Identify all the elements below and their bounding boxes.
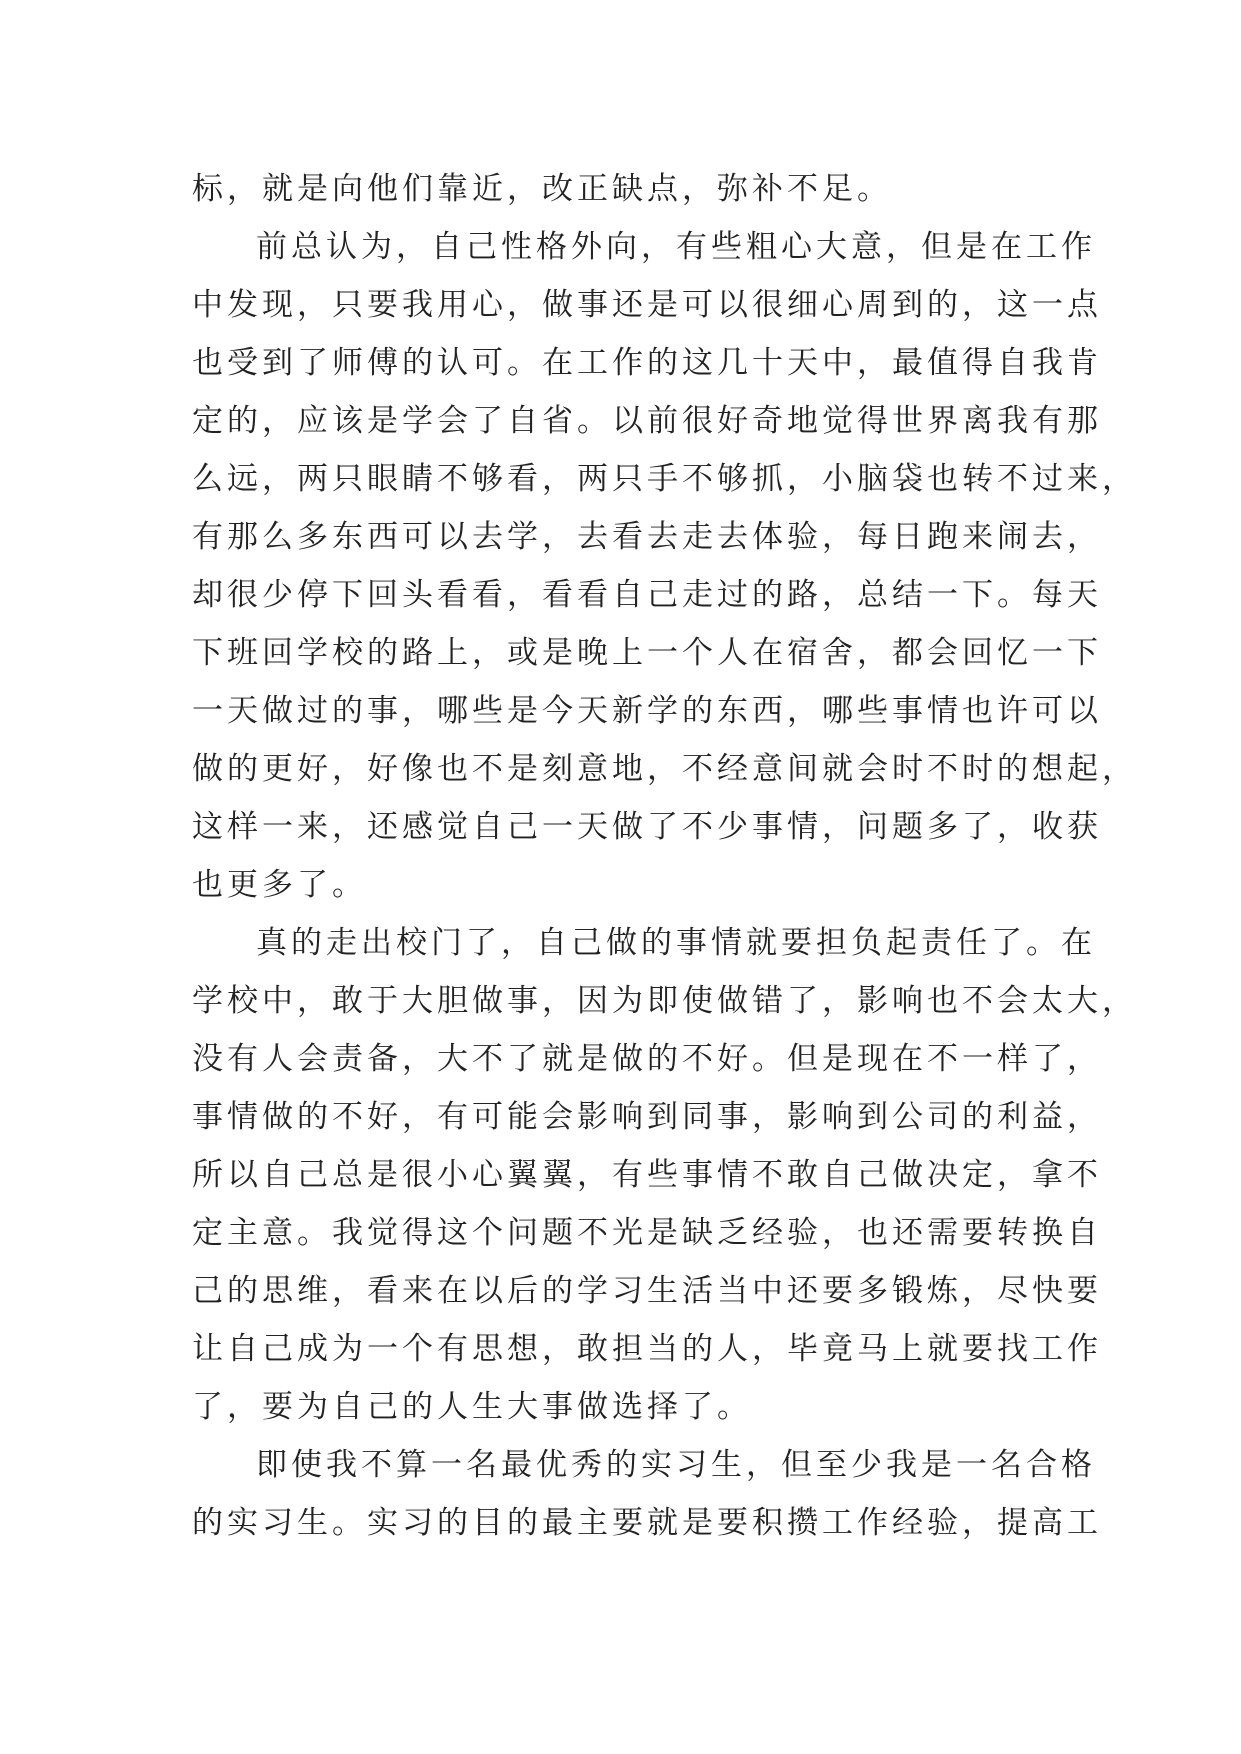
text-line: 一天做过的事，哪些是今天新学的东西，哪些事情也许可以 (192, 693, 1102, 729)
text-line: 了，要为自己的人生大事做选择了。 (192, 1389, 752, 1425)
text-line: 下班回学校的路上，或是晚上一个人在宿舍，都会回忆一下 (192, 635, 1102, 671)
text-line: 让自己成为一个有思想，敢担当的人，毕竟马上就要找工作 (192, 1331, 1102, 1367)
text-line: 有那么多东西可以去学，去看去走去体验，每日跑来闹去， (192, 519, 1102, 555)
text-line: 学校中，敢于大胆做事，因为即使做错了，影响也不会太大， (192, 983, 1137, 1019)
text-line: 己的思维，看来在以后的学习生活当中还要多锻炼，尽快要 (192, 1273, 1102, 1309)
text-line: 的实习生。实习的目的最主要就是要积攒工作经验，提高工 (192, 1505, 1102, 1541)
text-line: 定的，应该是学会了自省。以前很好奇地觉得世界离我有那 (192, 403, 1102, 439)
text-line: 定主意。我觉得这个问题不光是缺乏经验，也还需要转换自 (192, 1215, 1102, 1251)
text-line: 也更多了。 (192, 867, 367, 903)
text-line: 没有人会责备，大不了就是做的不好。但是现在不一样了， (192, 1041, 1102, 1077)
paragraph-start-line: 前总认为，自己性格外向，有些粗心大意，但是在工作 (256, 229, 1096, 265)
text-line: 事情做的不好，有可能会影响到同事，影响到公司的利益， (192, 1099, 1102, 1135)
paragraph-start-line: 即使我不算一名最优秀的实习生，但至少我是一名合格 (256, 1447, 1096, 1483)
text-line: 也受到了师傅的认可。在工作的这几十天中，最值得自我肯 (192, 345, 1102, 381)
text-line: 这样一来，还感觉自己一天做了不少事情，问题多了，收获 (192, 809, 1102, 845)
text-line: 中发现，只要我用心，做事还是可以很细心周到的，这一点 (192, 287, 1102, 323)
paragraph-start-line: 真的走出校门了，自己做的事情就要担负起责任了。在 (256, 925, 1096, 961)
text-line: 所以自己总是很小心翼翼，有些事情不敢自己做决定，拿不 (192, 1157, 1102, 1193)
body-text (192, 160, 1137, 1552)
text-line: 么远，两只眼睛不够看，两只手不够抓，小脑袋也转不过来， (192, 461, 1137, 497)
text-line: 却很少停下回头看看，看看自己走过的路，总结一下。每天 (192, 577, 1102, 613)
text-line: 做的更好，好像也不是刻意地，不经意间就会时不时的想起， (192, 751, 1137, 787)
text-line: 标，就是向他们靠近，改正缺点，弥补不足。 (192, 171, 892, 207)
